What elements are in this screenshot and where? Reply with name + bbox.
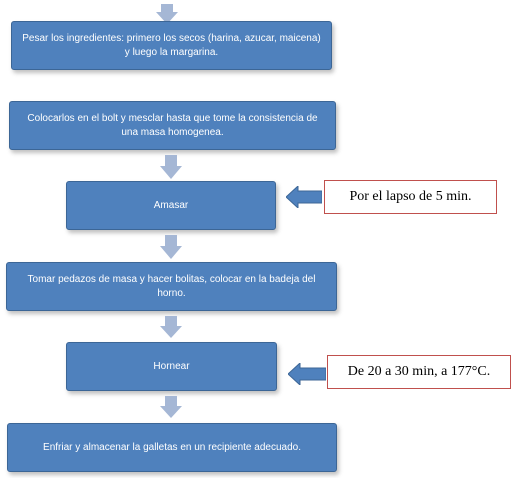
down-arrow-icon: [160, 316, 182, 338]
note-knead-duration-text: Por el lapso de 5 min.: [349, 189, 472, 204]
note-bake-time-temp-text: De 20 a 30 min, a 177°C.: [347, 364, 491, 379]
step-shape-balls: [6, 262, 337, 311]
step-weigh-ingredients-label: Pesar los ingredientes: primero los secos (harina, azucar, maicena) y luego la margarina.: [22, 32, 321, 58]
step-bake: [66, 342, 277, 391]
step-mix-dough-label: Colocarlos en el bolt y mesclar hasta que tome la consistencia de una masa homogenea.: [27, 112, 318, 138]
step-shape-balls-label: Tomar pedazos de masa y hacer bolitas, colocar en la badeja del horno.: [27, 273, 316, 299]
step-cool-store: [7, 423, 337, 472]
step-bake-label: Hornear: [153, 360, 190, 372]
step-knead: [66, 181, 276, 230]
step-cool-store-label: Enfriar y almacenar la galletas en un recipiente adecuado.: [43, 441, 301, 453]
note-knead-duration: [324, 180, 497, 214]
down-arrow-icon: [160, 155, 182, 179]
left-arrow-icon: [288, 363, 326, 385]
down-arrow-icon: [160, 396, 182, 418]
left-arrow-icon: [286, 186, 322, 208]
step-knead-label: Amasar: [153, 199, 189, 211]
note-bake-time-temp: [327, 355, 511, 389]
step-mix-dough: [9, 101, 336, 150]
step-weigh-ingredients: [11, 21, 332, 70]
down-arrow-icon: [160, 235, 182, 259]
